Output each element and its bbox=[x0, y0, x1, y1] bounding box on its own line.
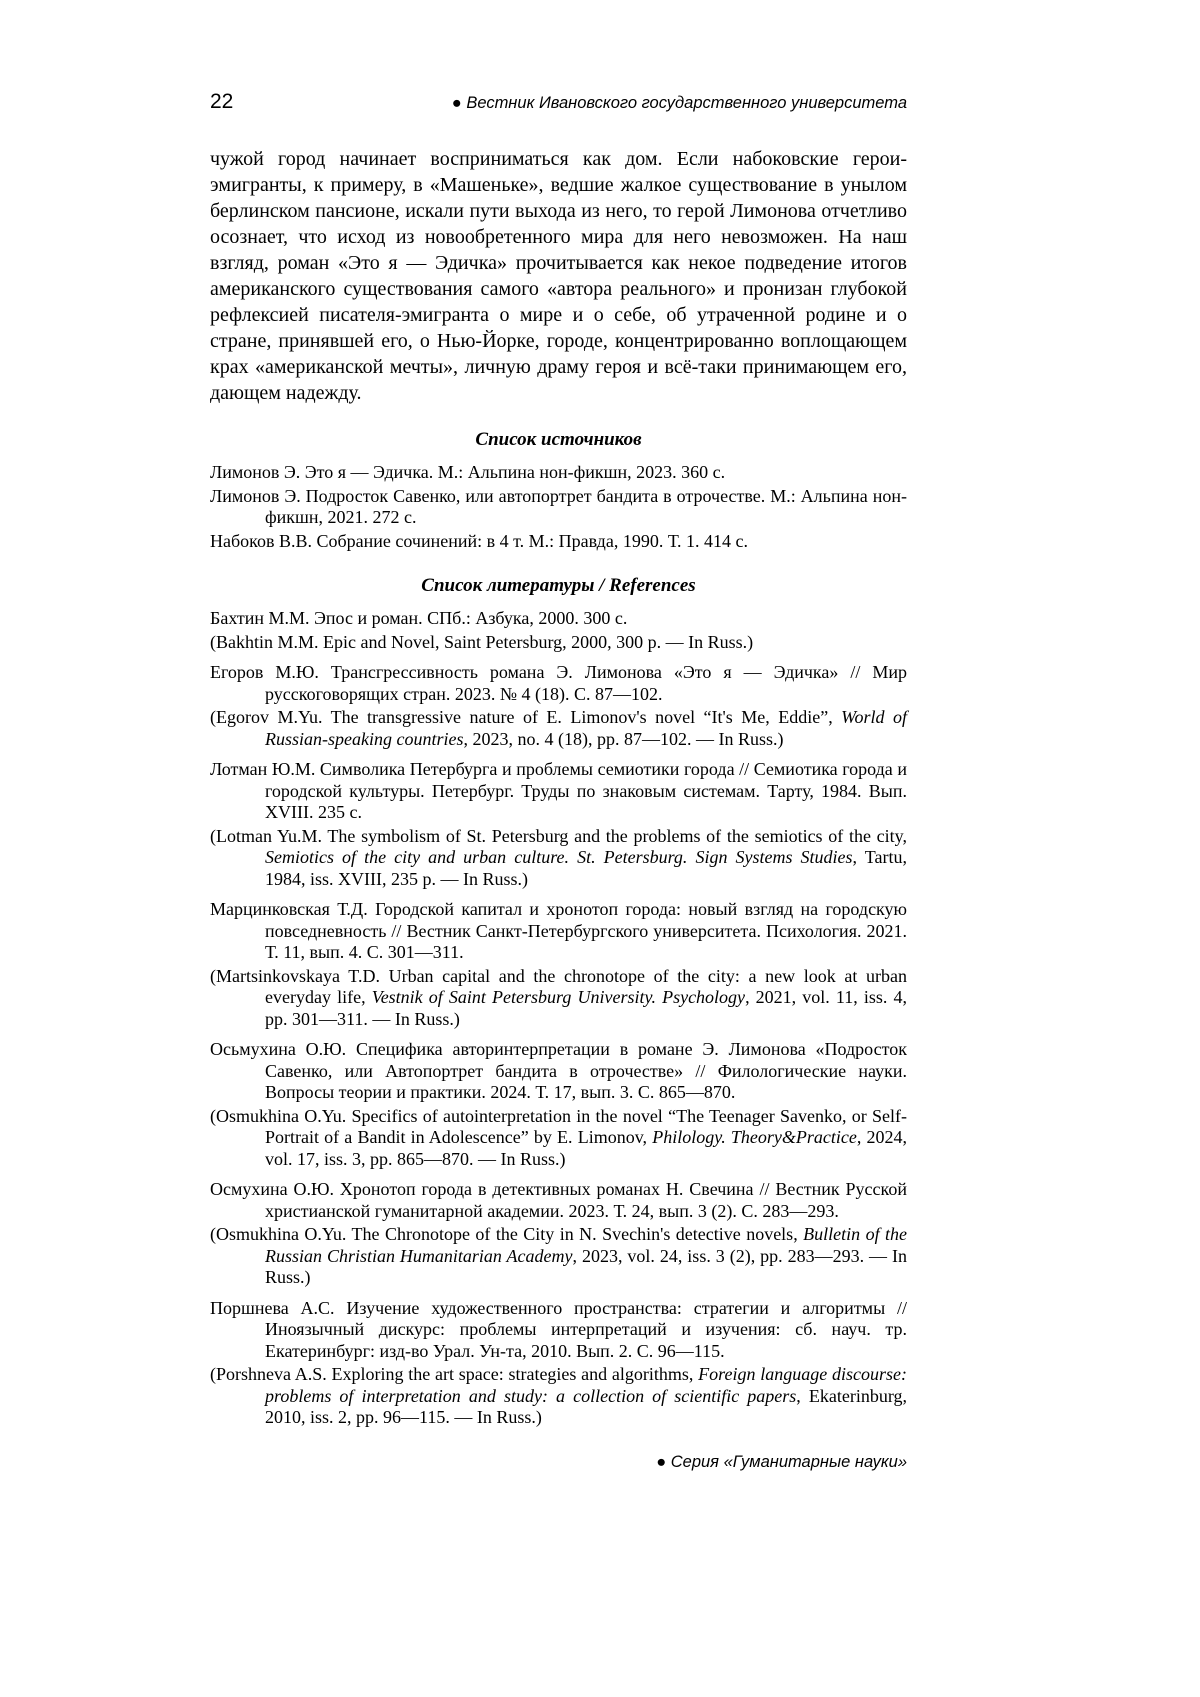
reference-entry bbox=[210, 759, 907, 824]
reference-text: , 2023, vol. 24, iss. 3 (2), pp. 283—293. — In Russ.) bbox=[265, 1245, 907, 1287]
reference-entry-translation bbox=[210, 1224, 907, 1289]
page-footer bbox=[210, 1453, 907, 1472]
reference-group bbox=[210, 662, 907, 750]
reference-journal-title: Vestnik of Saint Petersburg University. Psychology bbox=[371, 987, 746, 1007]
reference-text: , 2024, vol. 17, iss. 3, pp. 865—870. — In Russ.) bbox=[265, 1127, 907, 1169]
reference-journal-title: World of Russian-speaking countries bbox=[265, 707, 907, 749]
reference-journal-title: Semiotics of the city and urban culture. St. Petersburg. Sign Systems Studies bbox=[265, 847, 853, 867]
page-header bbox=[210, 90, 907, 114]
reference-entry bbox=[210, 608, 907, 630]
source-entry: Лимонов Э. Подросток Савенко, или автопортрет бандита в отрочестве. М.: Альпина нон-фикшн, 2021. 272 с. bbox=[210, 485, 907, 527]
reference-entry-translation bbox=[210, 1106, 907, 1171]
reference-entry-translation bbox=[210, 966, 907, 1031]
references-heading: Список литературы / References bbox=[421, 575, 696, 596]
reference-entry bbox=[210, 1179, 907, 1222]
journal-running-title: ● Вестник Ивановского государственного университета bbox=[451, 94, 907, 112]
source-entry: Лимонов Э. Это я — Эдичка. М.: Альпина нон-фикшн, 2023. 360 с. bbox=[210, 462, 726, 482]
reference-journal-title: Bulletin of the Russian Christian Humanitarian Academy bbox=[265, 1224, 908, 1266]
reference-entry bbox=[210, 1039, 907, 1104]
reference-text: Лотман Ю.М. Символика Петербурга и проблемы семиотики города // Семиотика города и городской культуры. Петербург. Труды по знаковым системам. Тарту, 1984. Вып. XVIII. 235 с. bbox=[210, 759, 907, 822]
reference-group bbox=[210, 899, 907, 1030]
reference-entry bbox=[210, 662, 907, 705]
reference-text: (Martsinkovskaya T.D. Urban capital and the chronotope of the city: a new look at urban everyday life, bbox=[210, 965, 907, 1007]
reference-text: (Lotman Yu.M. The symbolism of St. Petersburg and the problems of the semiotics of the city, bbox=[210, 825, 907, 846]
series-label: ● Серия «Гуманитарные науки» bbox=[656, 1453, 907, 1471]
reference-text: Осьмухина О.Ю. Специфика авторинтерпретации в романе Э. Лимонова «Подросток Савенко, или Автопортрет бандита в отрочестве» // Филологические науки. Вопросы теории и практики. 2024. Т. 17, вып. 3. С. 865—870. bbox=[210, 1039, 907, 1102]
reference-entry-translation bbox=[210, 826, 907, 891]
reference-journal-title: Philology. Theory&Practice bbox=[652, 1127, 857, 1147]
reference-group bbox=[210, 1179, 907, 1289]
references-list bbox=[210, 608, 907, 1429]
source-entry: Набоков В.В. Собрание сочинений: в 4 т. М.: Правда, 1990. Т. 1. 414 с. bbox=[210, 530, 749, 551]
sources-heading: Список источников bbox=[475, 429, 642, 450]
body-paragraph: чужой город начинает восприниматься как дом. Если набоковские герои-эмигранты, к примеру, в «Машеньке», ведшие жалкое существование в унылом берлинском пансионе, искали пути выхода из него, то герой Лимонова отчетливо осознает, что исход из новообретенного мира для него невозможен. На наш взгляд, роман «Это я — Эдичка» прочитывается как некое подведение итогов американского существования самого «автора реального» и пронизан глубокой рефлексией писателя-эмигранта о мире и о себе, об утраченной родине и о стране, принявшей его, о Нью-Йорке, городе, концентрированно воплощающем крах «американской мечты», личную драму героя и всё-таки принимающем его, дающем надежду. bbox=[210, 148, 907, 404]
reference-group bbox=[210, 759, 907, 890]
reference-text: Бахтин М.М. Эпос и роман. СПб.: Азбука, 2000. 300 с. bbox=[210, 608, 628, 628]
reference-text: Поршнева А.С. Изучение художественного пространства: стратегии и алгоритмы // Иноязычный дискурс: проблемы интерпретаций и изучения: сб. науч. тр. Екатеринбург: изд-во Урал. Ун-та, 2010. Вып. 2. С. 96—115. bbox=[210, 1297, 907, 1361]
reference-entry-translation bbox=[210, 632, 907, 654]
reference-text: (Egorov M.Yu. The transgressive nature of E. Limonov's novel “It's Me, Eddie”, bbox=[210, 707, 842, 727]
reference-entry-translation bbox=[210, 1364, 907, 1429]
reference-text: Егоров М.Ю. Трансгрессивность романа Э. Лимонова «Это я — Эдичка» // Мир русскоговорящих стран. 2023. № 4 (18). С. 87—102. bbox=[210, 662, 907, 704]
reference-text: (Bakhtin M.M. Epic and Novel, Saint Petersburg, 2000, 300 p. — In Russ.) bbox=[210, 631, 754, 652]
reference-text: Марцинковская Т.Д. Городской капитал и хронотоп города: новый взгляд на городскую повседневность // Вестник Санкт-Петербургского университета. Психология. 2021. Т. 11, вып. 4. С. 301—311. bbox=[210, 899, 907, 962]
reference-entry-translation bbox=[210, 707, 907, 750]
reference-text: (Porshneva A.S. Exploring the art space: strategies and algorithms, bbox=[210, 1364, 699, 1384]
reference-text: , 2023, no. 4 (18), pp. 87—102. — In Russ.) bbox=[463, 728, 784, 749]
reference-text: Осмухина О.Ю. Хронотоп города в детективных романах Н. Свечина // Вестник Русской христианской гуманитарной академии. 2023. Т. 24, вып. 3 (2). С. 283—293. bbox=[210, 1179, 907, 1221]
sources-list bbox=[210, 462, 907, 552]
reference-entry bbox=[210, 899, 907, 964]
page-content bbox=[210, 146, 907, 1438]
reference-text: , Ekaterinburg, 2010, iss. 2, pp. 96—115. — In Russ.) bbox=[265, 1385, 907, 1427]
reference-entry bbox=[210, 1298, 907, 1363]
reference-text: , Tartu, 1984, iss. XVIII, 235 p. — In Russ.) bbox=[265, 847, 907, 889]
reference-journal-title: Foreign language discourse: problems of interpretation and study: a collection of scientific papers bbox=[265, 1364, 907, 1406]
reference-group bbox=[210, 1298, 907, 1429]
reference-text: (Osmukhina O.Yu. The Chronotope of the City in N. Svechin's detective novels, bbox=[210, 1224, 804, 1244]
reference-text: , 2021, vol. 11, iss. 4, pp. 301—311. — In Russ.) bbox=[265, 987, 908, 1029]
reference-group bbox=[210, 608, 907, 653]
page-number: 22 bbox=[210, 90, 234, 113]
reference-group bbox=[210, 1039, 907, 1170]
reference-text: (Osmukhina O.Yu. Specifics of autointerpretation in the novel “The Teenager Savenko, or Self-Portrait of a Bandit in Adolescence” by E. Limonov, bbox=[210, 1105, 907, 1147]
